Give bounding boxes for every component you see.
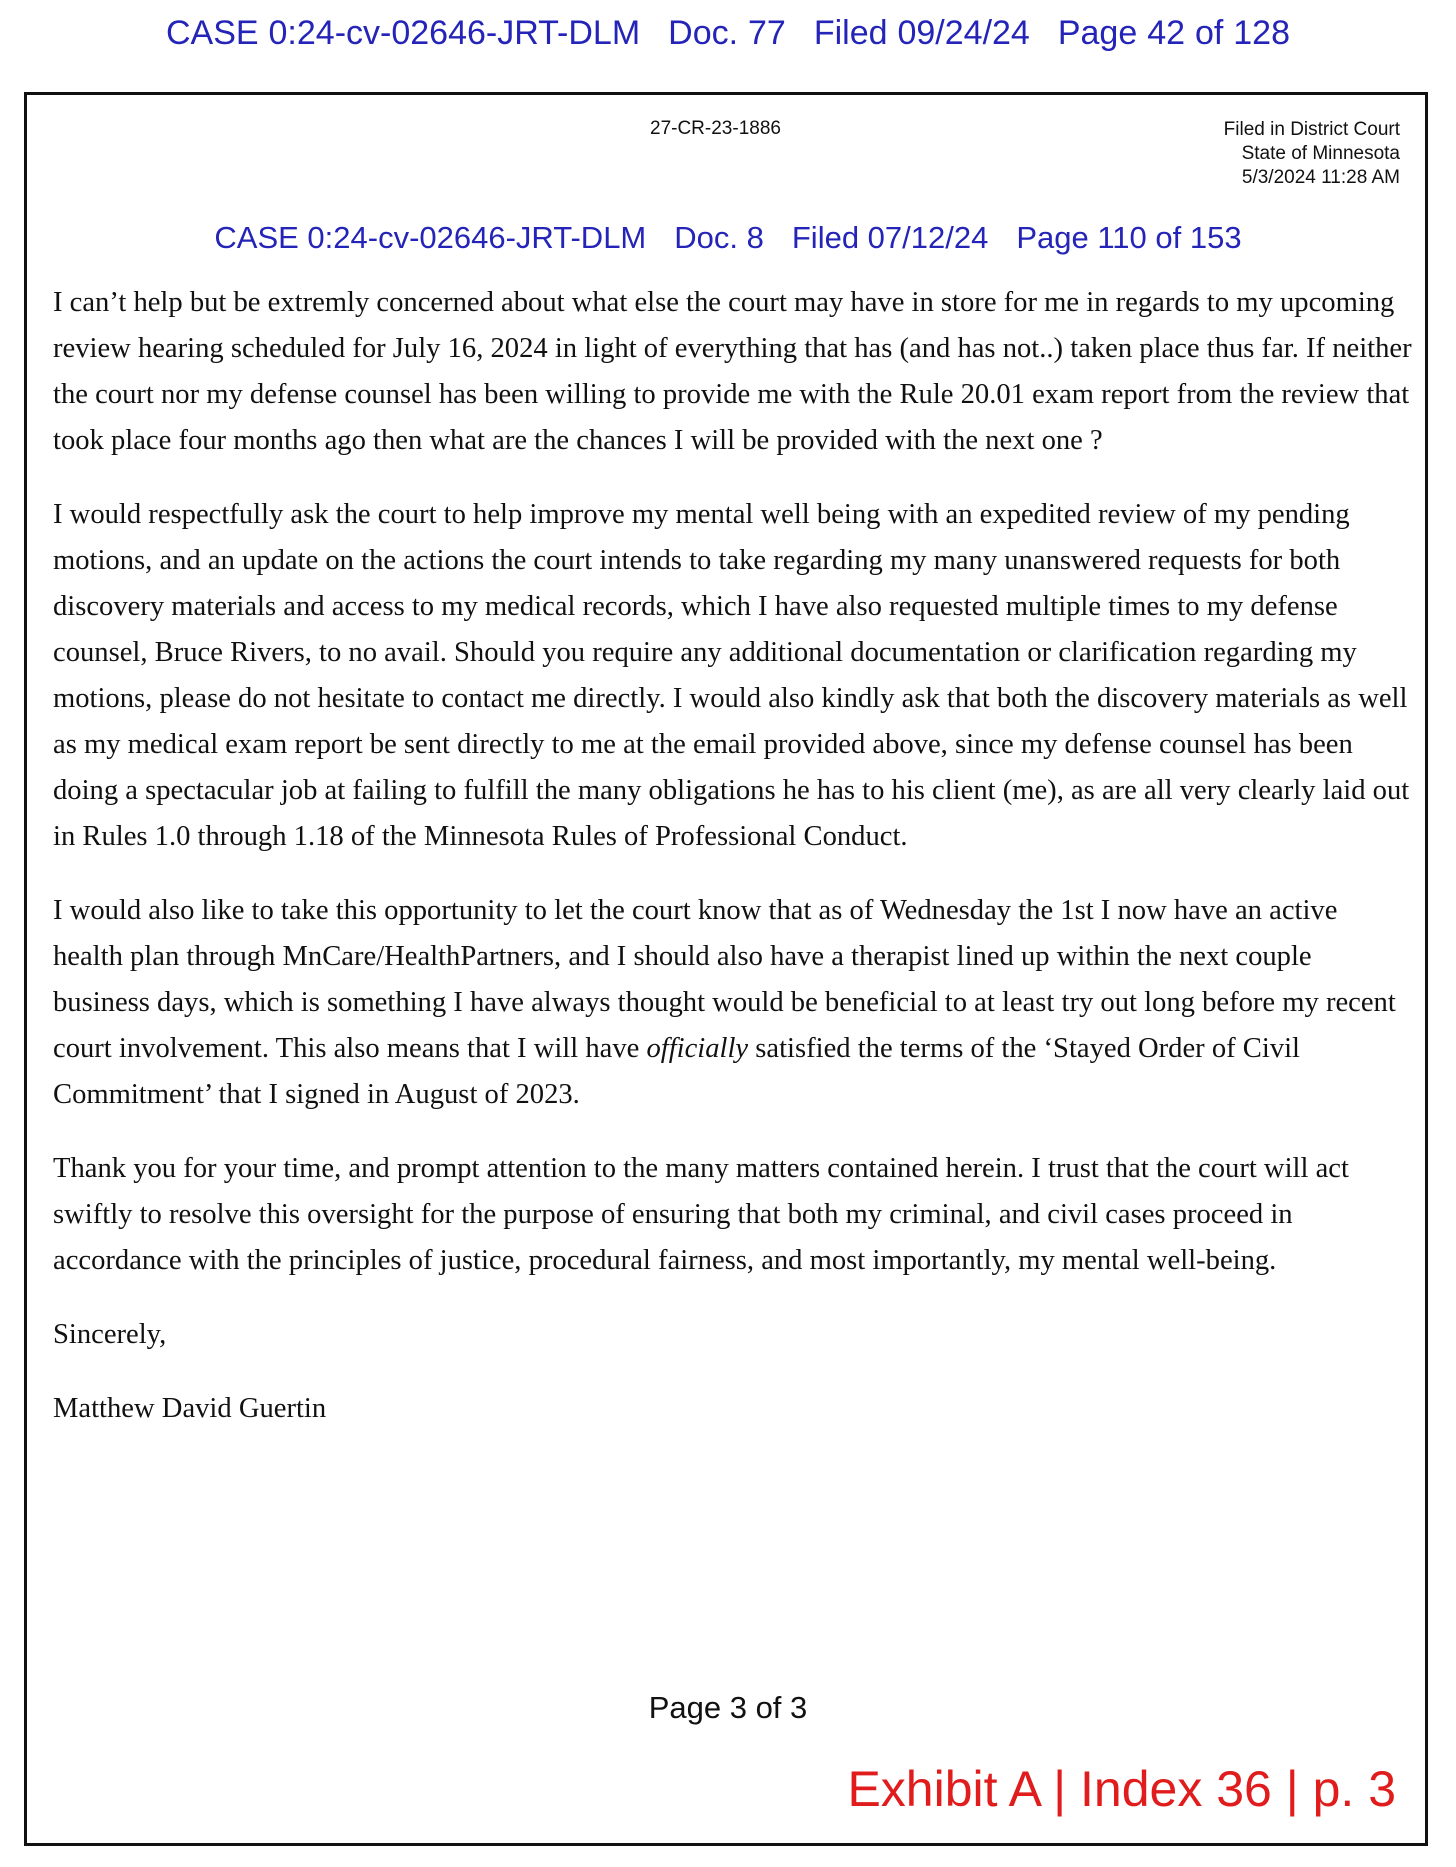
letter-body: [53, 280, 1413, 1460]
state-case-number: 27-CR-23-1886: [650, 118, 781, 139]
inner-doc-number: Doc. 8: [674, 220, 764, 255]
filed-stamp-line2: State of Minnesota: [1241, 143, 1400, 164]
outer-filed-date: Filed 09/24/24: [813, 14, 1030, 52]
letter-closing: Sincerely,: [53, 1319, 167, 1350]
filed-stamp: [1224, 118, 1400, 190]
inner-case-id: CASE 0:24-cv-02646-JRT-DLM: [214, 220, 647, 255]
outer-page-count: Page 42 of 128: [1057, 14, 1290, 52]
letter-paragraph-3: [53, 888, 1413, 1118]
outer-doc-number: Doc. 77: [668, 14, 786, 52]
page-number: Page 3 of 3: [648, 1690, 808, 1725]
outer-case-id: CASE 0:24-cv-02646-JRT-DLM: [165, 14, 641, 52]
paragraph-3-emphasis: officially: [646, 1033, 749, 1064]
letter-paragraph-1: I can’t help but be extremly concerned about what else the court may have in store for me in regards to my upcoming review hearing scheduled for July 16, 2024 in light of everything that has (and has not..) taken place thus far. If neither the court nor my defense counsel has been willing to provide me with the Rule 20.01 exam report from the review that took place four months ago then what are the chances I will be provided with the next one ?: [53, 287, 1412, 456]
letter-paragraph-2: I would respectfully ask the court to help improve my mental well being with an expedited review of my pending motions, and an update on the actions the court intends to take regarding my many unanswered requests for both discovery materials and access to my medical records, which I have also requested multiple times to my defense counsel, Bruce Rivers, to no avail. Should you require any additional documentation or clarification regarding my motions, please do not hesitate to contact me directly. I would also kindly ask that both the discovery materials as well as my medical exam report be sent directly to me at the email provided above, since my defense counsel has been doing a spectacular job at failing to fulfill the many obligations he has to his client (me), as are all very clearly laid out in Rules 1.0 through 1.18 of the Minnesota Rules of Professional Conduct.: [53, 499, 1410, 852]
filed-stamp-line3: 5/3/2024 11:28 AM: [1241, 167, 1400, 188]
inner-case-header: [0, 220, 1456, 256]
exhibit-label: Exhibit A | Index 36 | p. 3: [847, 1761, 1396, 1817]
outer-case-header: [0, 14, 1456, 53]
paragraph-3-text-end: satisfied the terms of the ‘Stayed Order of Civil Commitment’ that I signed in August of 2023.: [53, 1033, 1301, 1110]
paragraph-3-text-start: I would also like to take this opportunity to let the court know that as of Wednesday the 1st I now have an active health plan through MnCare/HealthPartners, and I should also have a therapist lined up within the next couple business days, which is something I have always thought would be beneficial to at least try out long before my recent court involvement. This also means that I will have: [53, 895, 1396, 1064]
letter-signature: Matthew David Guertin: [53, 1393, 327, 1424]
filed-stamp-line1: Filed in District Court: [1223, 119, 1400, 140]
inner-filed-date: Filed 07/12/24: [791, 220, 989, 255]
letter-paragraph-4: Thank you for your time, and prompt attention to the many matters contained herein. I trust that the court will act swiftly to resolve this oversight for the purpose of ensuring that both my criminal, and civil cases proceed in accordance with the principles of justice, procedural fairness, and most importantly, my mental well-being.: [53, 1153, 1349, 1276]
inner-page-count: Page 110 of 153: [1016, 220, 1242, 255]
